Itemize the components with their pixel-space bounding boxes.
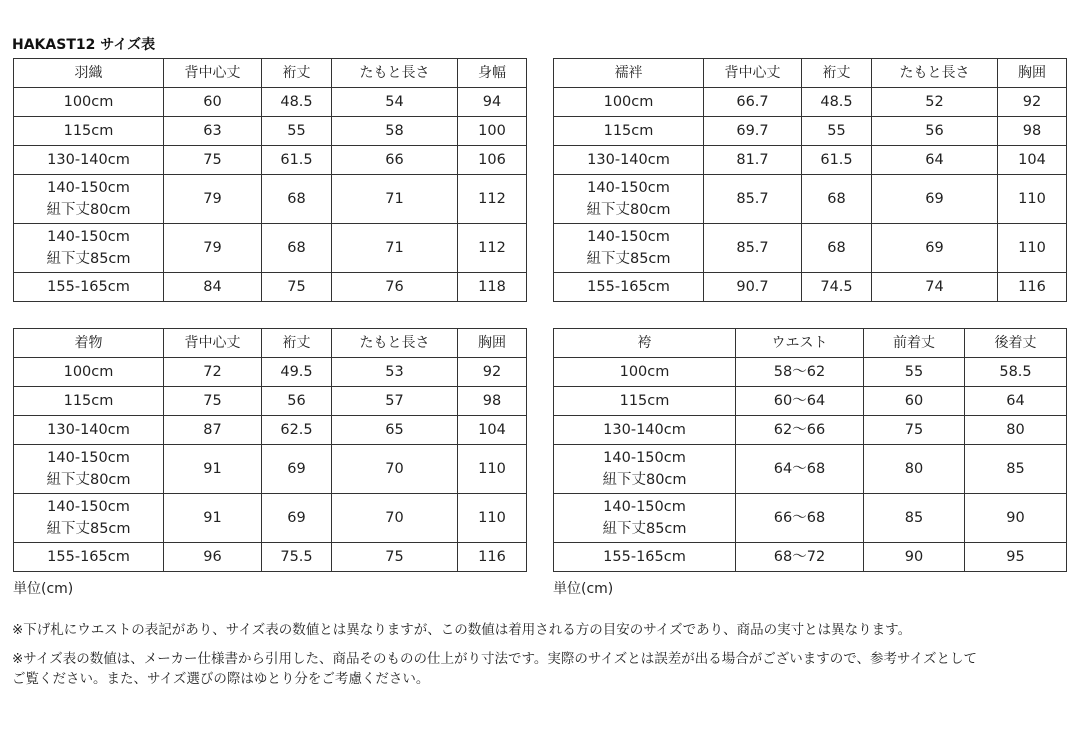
size-label-cell: [14, 146, 164, 175]
measurement-cell: 66.7: [704, 88, 802, 117]
size-range: 140-150cm: [47, 180, 130, 196]
size-note: 紐下丈85cm: [46, 521, 131, 537]
column-header: 前着丈: [864, 329, 965, 358]
column-header: 裄丈: [262, 329, 332, 358]
measurement-cell: 85: [864, 494, 965, 543]
measurement-cell: 68: [262, 175, 332, 224]
note-waist-tag: ※下げ札にウエストの表記があり、サイズ表の数値とは異なりますが、この数値は着用される方の目安のサイズであり、商品の実寸とは異なります。: [12, 622, 912, 638]
measurement-cell: 75: [262, 273, 332, 302]
measurement-cell: 60: [864, 387, 965, 416]
table-row: [14, 88, 527, 117]
size-range: 115cm: [63, 123, 114, 139]
size-label-cell: [14, 117, 164, 146]
table-row: [554, 445, 1067, 494]
measurement-cell: 110: [998, 224, 1067, 273]
hakama-size-table: [553, 328, 1067, 572]
measurement-cell: 81.7: [704, 146, 802, 175]
column-header: 身幅: [458, 59, 527, 88]
column-header: 袴: [554, 329, 736, 358]
table-row: [14, 358, 527, 387]
measurement-cell: 96: [164, 543, 262, 572]
size-label-cell: [554, 224, 704, 273]
measurement-cell: 110: [458, 494, 527, 543]
size-label-cell: [554, 445, 736, 494]
size-range: 140-150cm: [47, 499, 130, 515]
measurement-cell: 80: [864, 445, 965, 494]
measurement-cell: 68: [262, 224, 332, 273]
measurement-cell: 58〜62: [736, 358, 864, 387]
table-row: [14, 494, 527, 543]
measurement-cell: 85: [965, 445, 1067, 494]
measurement-cell: 75: [164, 387, 262, 416]
measurement-cell: 75: [864, 416, 965, 445]
column-header: 裄丈: [262, 59, 332, 88]
measurement-cell: 118: [458, 273, 527, 302]
size-range: 155-165cm: [587, 279, 670, 295]
measurement-cell: 79: [164, 224, 262, 273]
measurement-cell: 112: [458, 224, 527, 273]
size-range: 115cm: [619, 393, 670, 409]
table-row: [14, 273, 527, 302]
table-row: [554, 117, 1067, 146]
measurement-cell: 104: [998, 146, 1067, 175]
measurement-cell: 61.5: [262, 146, 332, 175]
table-header-row: [554, 329, 1067, 358]
measurement-cell: 55: [802, 117, 872, 146]
measurement-cell: 85.7: [704, 224, 802, 273]
size-note: 紐下丈85cm: [586, 251, 671, 267]
juban-size-table: [553, 58, 1067, 302]
measurement-cell: 53: [332, 358, 458, 387]
size-label-cell: [554, 88, 704, 117]
size-range: 140-150cm: [603, 499, 686, 515]
haori-size-table: [13, 58, 527, 302]
size-range: 130-140cm: [587, 152, 670, 168]
measurement-cell: 48.5: [262, 88, 332, 117]
kimono-size-table: [13, 328, 527, 572]
measurement-cell: 98: [458, 387, 527, 416]
table-row: [14, 224, 527, 273]
column-header: 裄丈: [802, 59, 872, 88]
measurement-cell: 60: [164, 88, 262, 117]
table-row: [554, 543, 1067, 572]
measurement-cell: 90: [864, 543, 965, 572]
measurement-cell: 79: [164, 175, 262, 224]
column-header: たもと長さ: [332, 329, 458, 358]
measurement-cell: 55: [864, 358, 965, 387]
size-label-cell: [554, 358, 736, 387]
measurement-cell: 55: [262, 117, 332, 146]
table-row: [554, 224, 1067, 273]
size-label-cell: [554, 146, 704, 175]
column-header: 胸囲: [998, 59, 1067, 88]
table-row: [14, 117, 527, 146]
measurement-cell: 68: [802, 175, 872, 224]
table-row: [14, 416, 527, 445]
column-header: 着物: [14, 329, 164, 358]
size-label-cell: [14, 175, 164, 224]
table-row: [554, 88, 1067, 117]
measurement-cell: 65: [332, 416, 458, 445]
measurement-cell: 69: [262, 494, 332, 543]
size-label-cell: [14, 358, 164, 387]
measurement-cell: 87: [164, 416, 262, 445]
measurement-cell: 69.7: [704, 117, 802, 146]
measurement-cell: 57: [332, 387, 458, 416]
measurement-cell: 92: [458, 358, 527, 387]
size-range: 100cm: [603, 94, 654, 110]
size-label-cell: [14, 224, 164, 273]
size-label-cell: [554, 175, 704, 224]
measurement-cell: 68: [802, 224, 872, 273]
measurement-cell: 94: [458, 88, 527, 117]
measurement-cell: 75: [164, 146, 262, 175]
column-header: 羽織: [14, 59, 164, 88]
measurement-cell: 58: [332, 117, 458, 146]
measurement-cell: 71: [332, 224, 458, 273]
measurement-cell: 69: [262, 445, 332, 494]
measurement-cell: 48.5: [802, 88, 872, 117]
measurement-cell: 64: [965, 387, 1067, 416]
size-note: 紐下丈80cm: [46, 472, 131, 488]
measurement-cell: 85.7: [704, 175, 802, 224]
table-header-row: [554, 59, 1067, 88]
measurement-cell: 104: [458, 416, 527, 445]
measurement-cell: 64: [872, 146, 998, 175]
size-range: 155-165cm: [47, 549, 130, 565]
note-measurement-source-cont: ご覧ください。また、サイズ選びの際はゆとり分をご考慮ください。: [12, 671, 430, 687]
size-label-cell: [14, 543, 164, 572]
measurement-cell: 75.5: [262, 543, 332, 572]
size-range: 140-150cm: [587, 180, 670, 196]
measurement-cell: 71: [332, 175, 458, 224]
measurement-cell: 74: [872, 273, 998, 302]
table-row: [14, 175, 527, 224]
column-header: 背中心丈: [164, 59, 262, 88]
table-row: [14, 543, 527, 572]
size-label-cell: [554, 117, 704, 146]
size-range: 100cm: [619, 364, 670, 380]
measurement-cell: 95: [965, 543, 1067, 572]
table-row: [14, 445, 527, 494]
size-range: 140-150cm: [587, 229, 670, 245]
measurement-cell: 116: [458, 543, 527, 572]
measurement-cell: 52: [872, 88, 998, 117]
size-label-cell: [554, 387, 736, 416]
unit-label-left: 単位(cm): [13, 581, 74, 597]
size-range: 140-150cm: [603, 450, 686, 466]
measurement-cell: 91: [164, 494, 262, 543]
measurement-cell: 91: [164, 445, 262, 494]
table-header-row: [14, 59, 527, 88]
size-note: 紐下丈85cm: [602, 521, 687, 537]
measurement-cell: 66〜68: [736, 494, 864, 543]
size-label-cell: [14, 494, 164, 543]
column-header: 背中心丈: [704, 59, 802, 88]
size-label-cell: [554, 416, 736, 445]
size-range: 115cm: [603, 123, 654, 139]
size-label-cell: [554, 494, 736, 543]
measurement-cell: 70: [332, 445, 458, 494]
table-row: [554, 273, 1067, 302]
size-range: 130-140cm: [603, 422, 686, 438]
measurement-cell: 68〜72: [736, 543, 864, 572]
size-note: 紐下丈80cm: [602, 472, 687, 488]
measurement-cell: 110: [998, 175, 1067, 224]
measurement-cell: 100: [458, 117, 527, 146]
size-note: 紐下丈85cm: [46, 251, 131, 267]
size-label-cell: [14, 273, 164, 302]
table-row: [554, 358, 1067, 387]
column-header: 背中心丈: [164, 329, 262, 358]
measurement-cell: 56: [262, 387, 332, 416]
size-range: 130-140cm: [47, 152, 130, 168]
table-header-row: [14, 329, 527, 358]
measurement-cell: 80: [965, 416, 1067, 445]
size-label-cell: [554, 543, 736, 572]
measurement-cell: 58.5: [965, 358, 1067, 387]
measurement-cell: 112: [458, 175, 527, 224]
size-label-cell: [554, 273, 704, 302]
measurement-cell: 62.5: [262, 416, 332, 445]
column-header: 後着丈: [965, 329, 1067, 358]
measurement-cell: 69: [872, 175, 998, 224]
measurement-cell: 72: [164, 358, 262, 387]
size-label-cell: [14, 387, 164, 416]
measurement-cell: 62〜66: [736, 416, 864, 445]
measurement-cell: 69: [872, 224, 998, 273]
measurement-cell: 61.5: [802, 146, 872, 175]
size-range: 155-165cm: [603, 549, 686, 565]
measurement-cell: 60〜64: [736, 387, 864, 416]
table-row: [554, 416, 1067, 445]
column-header: 襦袢: [554, 59, 704, 88]
size-note: 紐下丈80cm: [586, 202, 671, 218]
measurement-cell: 84: [164, 273, 262, 302]
table-row: [554, 494, 1067, 543]
column-header: たもと長さ: [872, 59, 998, 88]
column-header: ウエスト: [736, 329, 864, 358]
size-range: 140-150cm: [47, 229, 130, 245]
table-row: [554, 387, 1067, 416]
size-range: 115cm: [63, 393, 114, 409]
measurement-cell: 70: [332, 494, 458, 543]
measurement-cell: 116: [998, 273, 1067, 302]
size-range: 100cm: [63, 94, 114, 110]
note-measurement-source: ※サイズ表の数値は、メーカー仕様書から引用した、商品そのものの仕上がり寸法です。実際のサイズとは誤差が出る場合がございますので、参考サイズとして: [12, 651, 977, 667]
column-header: たもと長さ: [332, 59, 458, 88]
measurement-cell: 54: [332, 88, 458, 117]
page-title: HAKAST12 サイズ表: [12, 37, 156, 53]
table-row: [554, 146, 1067, 175]
unit-label-right: 単位(cm): [553, 581, 614, 597]
table-row: [14, 387, 527, 416]
measurement-cell: 110: [458, 445, 527, 494]
column-header: 胸囲: [458, 329, 527, 358]
measurement-cell: 64〜68: [736, 445, 864, 494]
measurement-cell: 49.5: [262, 358, 332, 387]
size-label-cell: [14, 416, 164, 445]
size-label-cell: [14, 445, 164, 494]
measurement-cell: 98: [998, 117, 1067, 146]
measurement-cell: 74.5: [802, 273, 872, 302]
measurement-cell: 90: [965, 494, 1067, 543]
size-range: 130-140cm: [47, 422, 130, 438]
measurement-cell: 66: [332, 146, 458, 175]
measurement-cell: 106: [458, 146, 527, 175]
size-range: 140-150cm: [47, 450, 130, 466]
measurement-cell: 63: [164, 117, 262, 146]
size-range: 155-165cm: [47, 279, 130, 295]
measurement-cell: 76: [332, 273, 458, 302]
table-row: [554, 175, 1067, 224]
size-note: 紐下丈80cm: [46, 202, 131, 218]
measurement-cell: 92: [998, 88, 1067, 117]
table-row: [14, 146, 527, 175]
size-label-cell: [14, 88, 164, 117]
measurement-cell: 90.7: [704, 273, 802, 302]
measurement-cell: 75: [332, 543, 458, 572]
measurement-cell: 56: [872, 117, 998, 146]
size-range: 100cm: [63, 364, 114, 380]
